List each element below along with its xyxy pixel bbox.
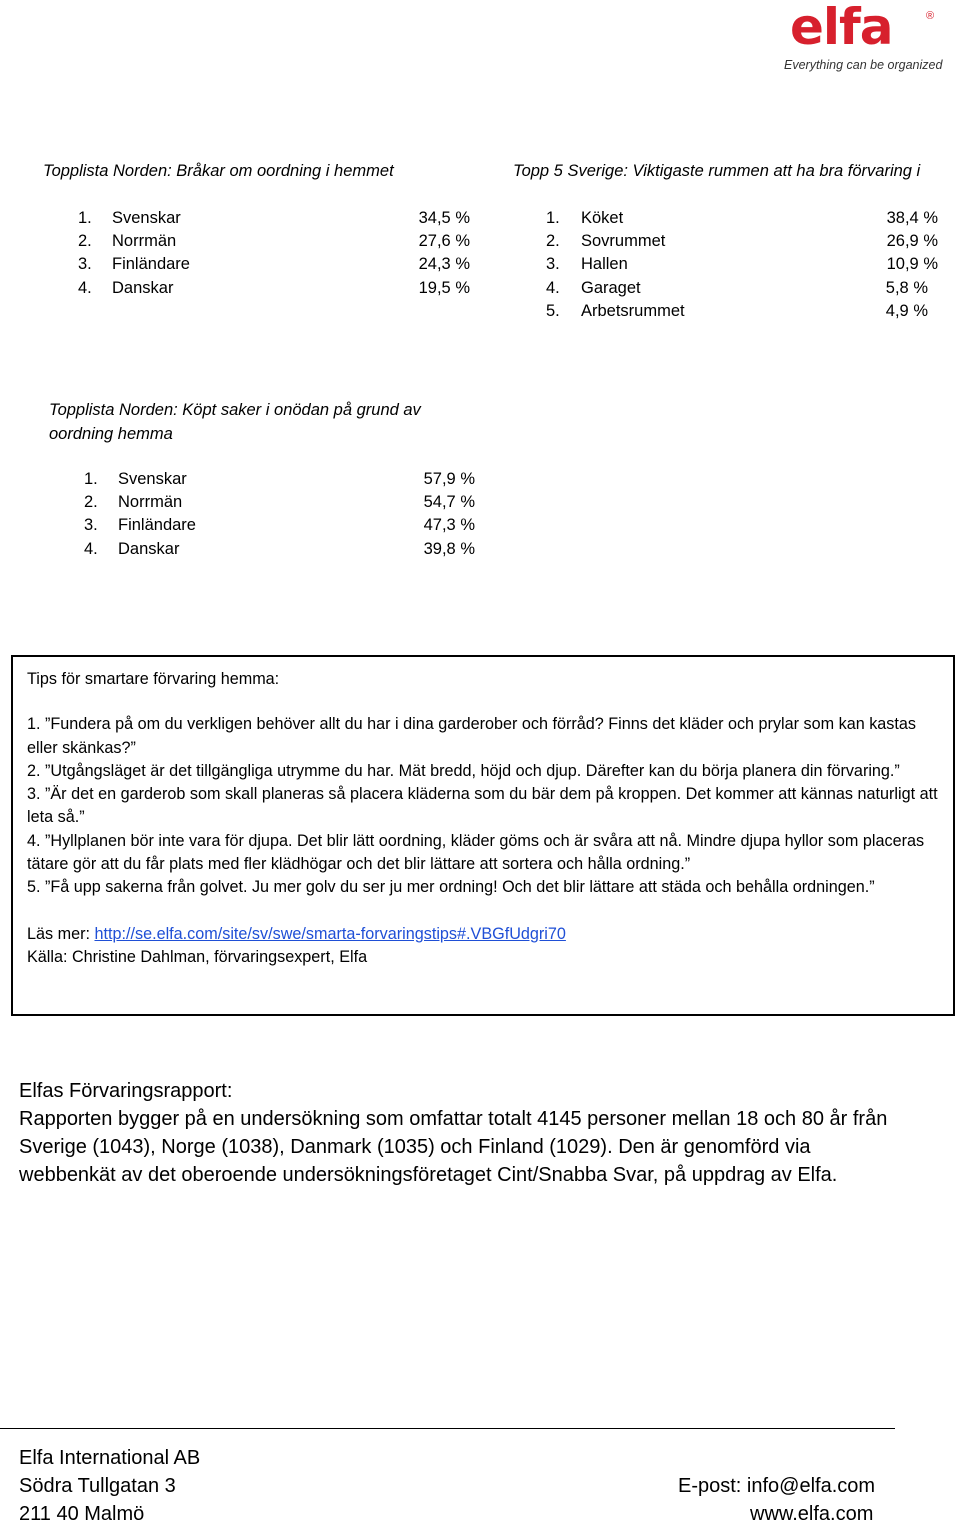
list-item-percent: 24,3 %: [418, 255, 470, 274]
list-item-percent: 4,9 %: [885, 301, 928, 320]
list-item-name: Hallen: [581, 255, 628, 274]
list-item-number: 1.: [546, 209, 560, 227]
list2: [546, 207, 938, 323]
report-section: [19, 1077, 899, 1189]
list-item-name: Norrmän: [118, 493, 183, 512]
logo-tagline: Everything can be organized: [784, 58, 943, 72]
tip-item: 4. ”Hyllplanen bör inte vara för djupa. Det blir lätt oordning, kläder göms och är svåra att nå. Mindre djupa hyllor som placeras tätare gör att du får plats med fler klädhögar och det blir lättare att sortera och hålla ordning.”: [27, 831, 925, 874]
list-item-number: 3.: [84, 516, 98, 535]
tips-source: Källa: Christine Dahlman, förvaringsexpert, Elfa: [27, 947, 368, 966]
read-more: [27, 923, 939, 946]
list-item-name: Svenskar: [118, 470, 187, 488]
list-item: [546, 253, 938, 276]
list-item-number: 3.: [78, 255, 92, 274]
list-item-number: 4.: [78, 278, 92, 297]
list-item-percent: 5,8 %: [885, 278, 928, 297]
list-item: [84, 491, 475, 514]
list-item: [78, 207, 470, 230]
list-item-percent: 26,9 %: [886, 232, 938, 251]
footer-city: 211 40 Malmö: [19, 1503, 145, 1525]
list3: [84, 468, 475, 561]
report-title: Elfas Förvaringsrapport:: [19, 1080, 233, 1102]
footer-web[interactable]: www.elfa.com: [750, 1503, 874, 1525]
list-item-percent: 39,8 %: [423, 539, 475, 558]
list-item-percent: 27,6 %: [418, 232, 470, 251]
list-item-name: Arbetsrummet: [581, 301, 685, 320]
list-item: [546, 277, 938, 300]
list-item: [78, 230, 470, 253]
list-item: [78, 277, 470, 300]
list-item-name: Finländare: [112, 255, 190, 274]
footer-divider: [0, 1428, 895, 1429]
report-body: Rapporten bygger på en undersökning som omfattar totalt 4145 personer mellan 18 och 80 år från Sverige (1043), Norge (1038), Danmark (1035) och Finland (1029). Den är genomförd via webbenkät av det oberoende undersökningsföretaget Cint/Snabba Svar, på uppdrag av Elfa.: [19, 1108, 888, 1186]
list-item: [546, 207, 938, 230]
list-item-percent: 54,7 %: [423, 493, 475, 512]
list-item-name: Svenskar: [112, 209, 181, 227]
tip-item: 5. ”Få upp sakerna från golvet. Ju mer golv du ser ju mer ordning! Och det blir lättare att städa och behålla ordningen.”: [27, 878, 875, 897]
read-more-link[interactable]: http://se.elfa.com/site/sv/swe/smarta-forvaringstips#.VBGfUdgri70: [94, 924, 566, 943]
list-item-number: 2.: [84, 493, 98, 512]
list-item-number: 2.: [78, 232, 92, 251]
list-item: [546, 300, 938, 323]
list-item: [546, 230, 938, 253]
list-item-name: Köket: [581, 209, 624, 227]
list-item-name: Norrmän: [112, 232, 177, 251]
list3-title: [49, 398, 421, 446]
list-item-number: 1.: [84, 470, 98, 488]
list1-title: Topplista Norden: Bråkar om oordning i hemmet: [43, 162, 394, 180]
list3-title-line2: oordning hemma: [49, 425, 173, 443]
list-item-number: 4.: [546, 278, 560, 297]
list-item-name: Danskar: [112, 278, 174, 297]
list-item-percent: 47,3 %: [423, 516, 475, 535]
list-item-number: 4.: [84, 539, 98, 558]
elfa-logo: elfa: [790, 0, 893, 56]
list-item-percent: 38,4 %: [886, 209, 938, 227]
list-item-name: Garaget: [581, 278, 641, 297]
list-item: [84, 514, 475, 537]
list-item-number: 2.: [546, 232, 560, 251]
list2-title: Topp 5 Sverige: Viktigaste rummen att ha bra förvaring i: [513, 162, 921, 180]
tip-item: 2. ”Utgångsläget är det tillgängliga utrymme du har. Mät bredd, höjd och djup. Därefter kan du börja planera din förvaring.”: [27, 761, 900, 780]
list-item-name: Finländare: [118, 516, 196, 535]
list-item-percent: 57,9 %: [423, 470, 475, 488]
list-item-number: 1.: [78, 209, 92, 227]
list-item: [84, 538, 475, 561]
tips-box: [11, 655, 955, 1016]
list3-title-line1: Topplista Norden: Köpt saker i onödan på grund av: [49, 401, 421, 419]
list-item-number: 3.: [546, 255, 560, 274]
list-item-number: 5.: [546, 301, 560, 320]
list1: [78, 207, 470, 300]
tips-title: Tips för smartare förvaring hemma:: [27, 670, 280, 688]
list-item-name: Sovrummet: [581, 232, 666, 251]
list-item-percent: 10,9 %: [886, 255, 938, 274]
footer-email[interactable]: E-post: info@elfa.com: [678, 1475, 876, 1497]
footer-company: Elfa International AB: [19, 1447, 201, 1469]
list-item-percent: 19,5 %: [418, 278, 470, 297]
list-item-percent: 34,5 %: [418, 209, 470, 227]
list-item-name: Danskar: [118, 539, 180, 558]
list-item: [84, 468, 475, 491]
footer-street: Södra Tullgatan 3: [19, 1475, 176, 1497]
registered-mark: ®: [926, 10, 935, 22]
read-more-label: Läs mer:: [27, 924, 95, 943]
tip-item: 1. ”Fundera på om du verkligen behöver allt du har i dina garderober och förråd? Finns det kläder och prylar som kan kastas eller skänkas?”: [27, 715, 916, 757]
list-item: [78, 253, 470, 276]
tips-content: [27, 668, 939, 969]
tip-item: 3. ”Är det en garderob som skall planeras så placera kläderna som du bär dem på kroppen. Det kommer att kännas naturligt att leta så.”: [27, 785, 938, 827]
